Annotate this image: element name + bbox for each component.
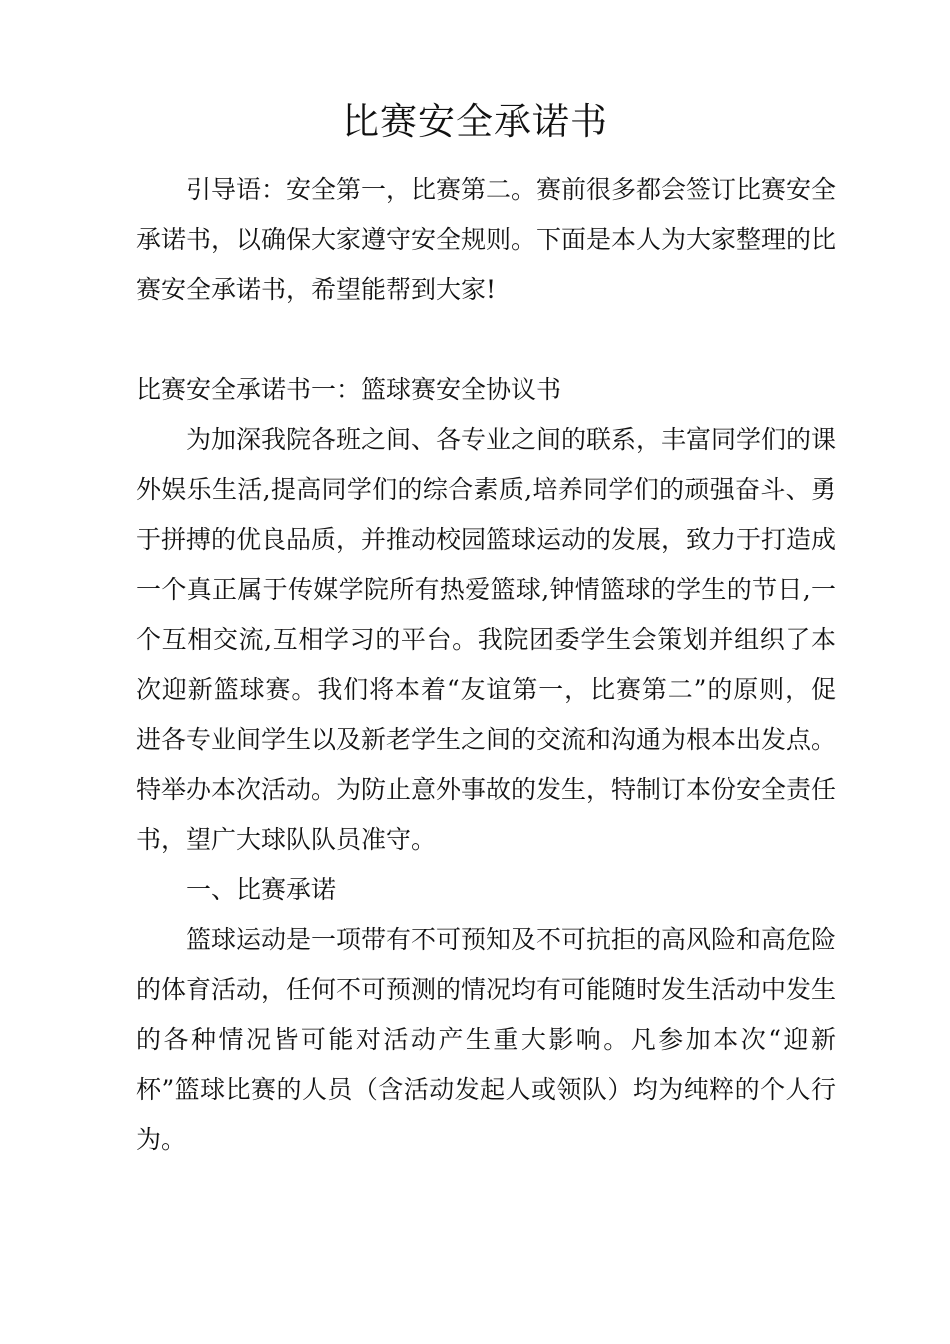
body-paragraph-2: 篮球运动是一项带有不可预知及不可抗拒的高风险和高危险的体育活动，任何不可预测的情况均有可能随时发生活动中发生的各种情况皆可能对活动产生重大影响。凡参加本次“迎新杯”篮球比赛的人员（含活动发起人或领队）均为纯粹的个人行为。	[136, 925, 837, 1154]
sub-heading: 一、比赛承诺	[186, 875, 337, 904]
section-heading: 比赛安全承诺书一：篮球赛安全协议书	[136, 375, 562, 404]
body-paragraph-1: 为加深我院各班之间、各专业之间的联系，丰富同学们的课外娱乐生活,提高同学们的综合素质,培养同学们的顽强奋斗、勇于拼搏的优良品质，并推动校园篮球运动的发展，致力于打造成一个真正属于传媒学院所有热爱篮球,钟情篮球的学生的节日,一个互相交流,互相学习的平台。我院团委学生会策划并组织了本次迎新篮球赛。我们将本着“友谊第一，比赛第二”的原则，促进各专业间学生以及新老学生之间的交流和沟通为根本出发点。特举办本次活动。为防止意外事故的发生，特制订本份安全责任书，望广大球队队员准守。	[136, 425, 837, 854]
intro-paragraph: 引导语：安全第一，比赛第二。赛前很多都会签订比赛安全承诺书，以确保大家遵守安全规则。下面是本人为大家整理的比赛安全承诺书，希望能帮到大家!	[136, 175, 837, 304]
document-title: 比赛安全承诺书	[342, 100, 608, 143]
